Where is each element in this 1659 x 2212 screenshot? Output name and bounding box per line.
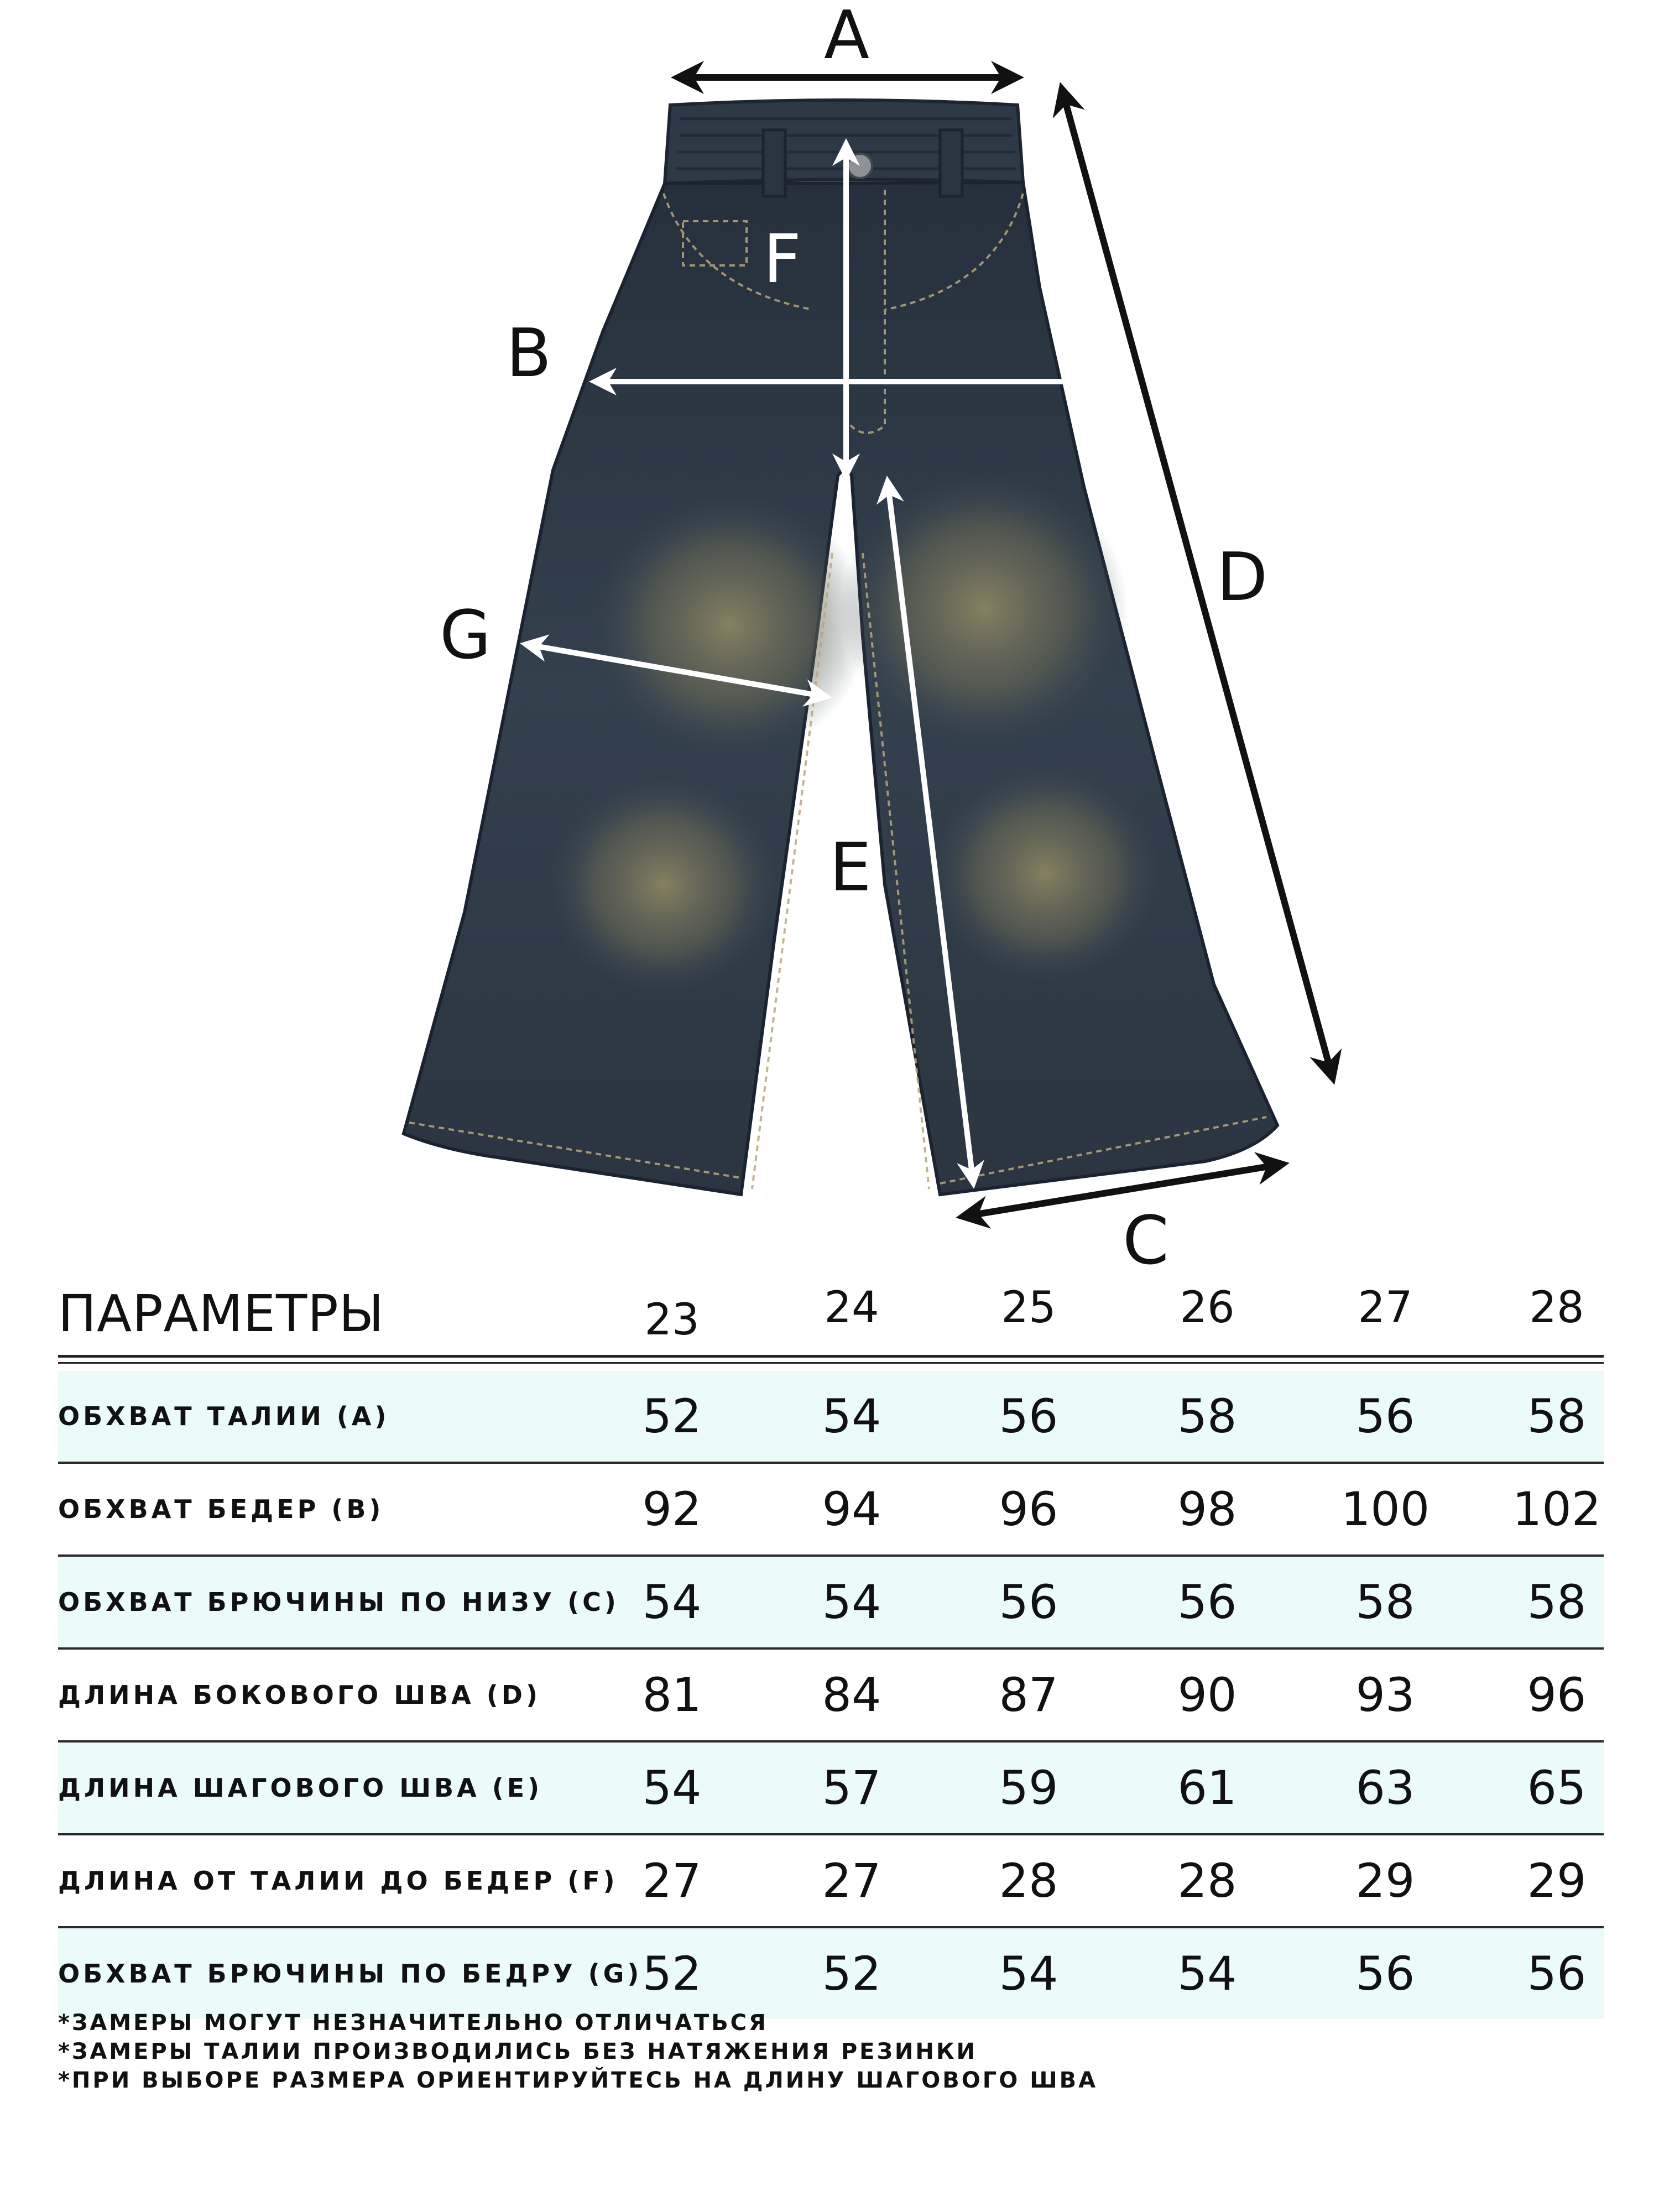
cell-value: 81 xyxy=(642,1668,702,1722)
cell-value: 102 xyxy=(1512,1482,1601,1536)
cell-value: 29 xyxy=(1527,1854,1587,1908)
table-row xyxy=(58,1557,1604,1650)
cell-value: 94 xyxy=(822,1482,881,1536)
cell-value: 52 xyxy=(642,1947,702,2001)
row-label: ДЛИНА БОКОВОГО ШВА (D) xyxy=(58,1680,541,1710)
label-d: D xyxy=(1217,539,1268,616)
cell-value: 100 xyxy=(1340,1482,1430,1536)
cell-value: 56 xyxy=(1527,1947,1587,2001)
cell-value: 28 xyxy=(1177,1854,1237,1908)
table-row xyxy=(58,1928,1604,2019)
cell-value: 56 xyxy=(1355,1389,1415,1443)
footnote: *ЗАМЕРЫ ТАЛИИ ПРОИЗВОДИЛИСЬ БЕЗ НАТЯЖЕНИЯ РЕЗИНКИ xyxy=(58,2039,978,2064)
label-c: C xyxy=(1123,1203,1169,1280)
cell-value: 56 xyxy=(1177,1575,1237,1629)
label-e: E xyxy=(830,830,872,906)
cell-value: 58 xyxy=(1355,1575,1415,1629)
cell-value: 92 xyxy=(642,1482,702,1536)
label-a: A xyxy=(824,0,870,74)
row-label: ОБХВАТ ТАЛИИ (A) xyxy=(58,1401,390,1431)
cell-value: 54 xyxy=(642,1575,702,1629)
table-row xyxy=(58,1743,1604,1835)
cell-value: 59 xyxy=(999,1761,1058,1815)
size-header: 26 xyxy=(1180,1283,1235,1333)
table-header xyxy=(58,1261,1604,1358)
cell-value: 96 xyxy=(1527,1668,1587,1722)
table-row xyxy=(58,1650,1604,1743)
cell-value: 54 xyxy=(822,1389,881,1443)
table-row xyxy=(58,1464,1604,1557)
footnote: *ЗАМЕРЫ МОГУТ НЕЗНАЧИТЕЛЬНО ОТЛИЧАТЬСЯ xyxy=(58,2010,768,2036)
cell-value: 27 xyxy=(822,1854,881,1908)
cell-value: 52 xyxy=(642,1389,702,1443)
cell-value: 87 xyxy=(999,1668,1058,1722)
size-header: 24 xyxy=(824,1283,879,1333)
label-g: G xyxy=(440,597,491,674)
cell-value: 54 xyxy=(1177,1947,1237,2001)
cell-value: 56 xyxy=(999,1389,1058,1443)
cell-value: 54 xyxy=(642,1761,702,1815)
cell-value: 58 xyxy=(1527,1575,1587,1629)
table-body xyxy=(58,1371,1604,2019)
row-label: ДЛИНА ОТ ТАЛИИ ДО БЕДЕР (F) xyxy=(58,1866,618,1896)
size-header: 23 xyxy=(644,1295,700,1345)
cell-value: 61 xyxy=(1177,1761,1237,1815)
waist-button xyxy=(848,154,872,178)
cell-value: 93 xyxy=(1355,1668,1415,1722)
label-b: B xyxy=(506,315,552,392)
cell-value: 57 xyxy=(822,1761,881,1815)
cell-value: 84 xyxy=(822,1668,881,1722)
table-row xyxy=(58,1835,1604,1928)
cell-value: 56 xyxy=(1355,1947,1415,2001)
row-label: ОБХВАТ БРЮЧИНЫ ПО НИЗУ (C) xyxy=(58,1587,619,1617)
cell-value: 58 xyxy=(1527,1389,1587,1443)
cell-value: 96 xyxy=(999,1482,1058,1536)
cell-value: 27 xyxy=(642,1854,702,1908)
footnotes xyxy=(58,2008,1098,2095)
cell-value: 65 xyxy=(1527,1761,1587,1815)
cell-value: 56 xyxy=(999,1575,1058,1629)
size-header: 25 xyxy=(1001,1283,1056,1333)
size-header: 28 xyxy=(1529,1283,1584,1333)
row-label: ДЛИНА ШАГОВОГО ШВА (E) xyxy=(58,1773,543,1803)
cell-value: 54 xyxy=(999,1947,1058,2001)
size-table xyxy=(58,1261,1604,2019)
cell-value: 90 xyxy=(1177,1668,1237,1722)
table-row xyxy=(58,1371,1604,1464)
cell-value: 29 xyxy=(1355,1854,1415,1908)
cell-value: 98 xyxy=(1177,1482,1237,1536)
footnote: *ПРИ ВЫБОРЕ РАЗМЕРА ОРИЕНТИРУЙТЕСЬ НА ДЛИНУ ШАГОВОГО ШВА xyxy=(58,2068,1098,2093)
row-label: ОБХВАТ БРЮЧИНЫ ПО БЕДРУ (G) xyxy=(58,1959,643,1989)
size-header: 27 xyxy=(1358,1283,1413,1333)
label-f: F xyxy=(763,221,802,298)
table-title: ПАРАМЕТРЫ xyxy=(58,1284,384,1343)
row-label: ОБХВАТ БЕДЕР (B) xyxy=(58,1494,384,1524)
cell-value: 63 xyxy=(1355,1761,1415,1815)
cell-value: 52 xyxy=(822,1947,881,2001)
cell-value: 58 xyxy=(1177,1389,1237,1443)
cell-value: 54 xyxy=(822,1575,881,1629)
cell-value: 28 xyxy=(999,1854,1058,1908)
